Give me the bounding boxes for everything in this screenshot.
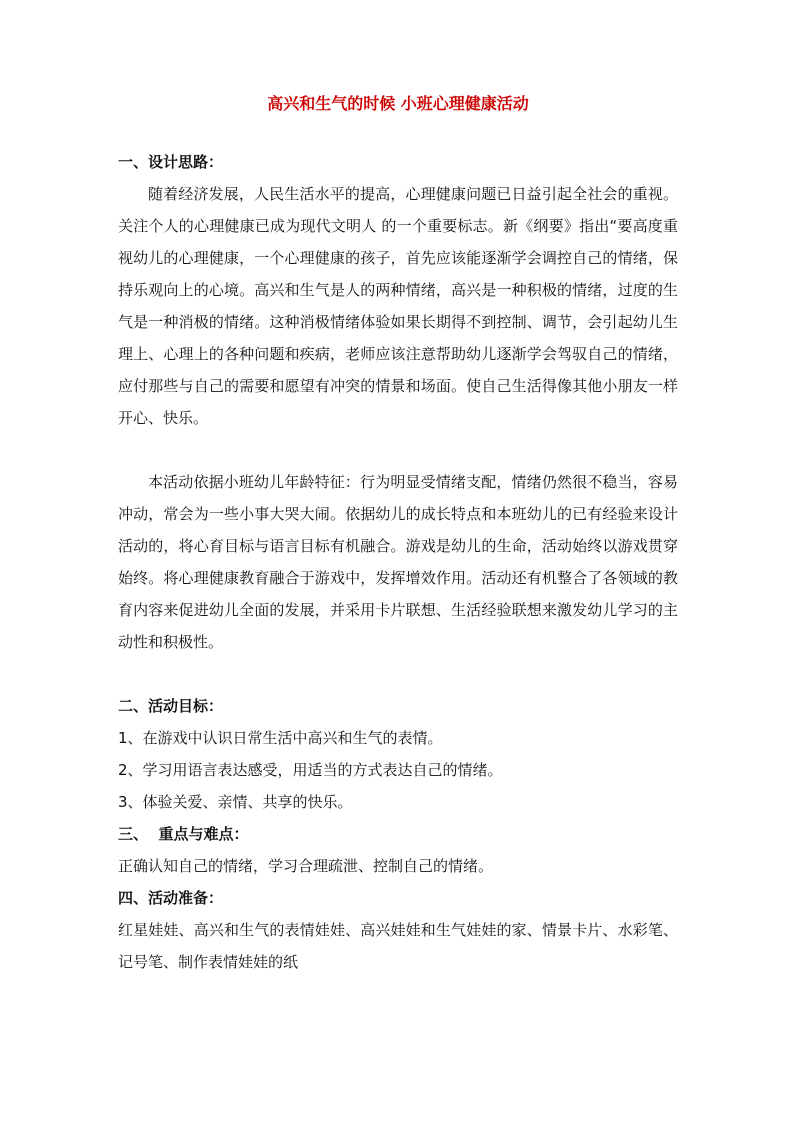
paragraph-spacer: [118, 434, 678, 466]
goal-item: 1、在游戏中认识日常生活中高兴和生气的表情。: [118, 729, 443, 747]
goal-item: 3、体验关爱、亲情、共享的快乐。: [118, 793, 353, 811]
goal-item: 2、学习用语言表达感受，用适当的方式表达自己的情绪。: [118, 761, 503, 779]
design-paragraph-1: 随着经济发展，人民生活水平的提高，心理健康问题已日益引起全社会的重视。关注个人的心理健康已成为现代文明人 的一个重要标志。新《纲要》指出“要高度重视幼儿的心理健康，一个心理健康的孩子，首先应该能逐渐学会调控自己的情绪，保持乐观向上的心境。高兴和生气是人的两种情绪，高兴是一种积极的情绪，过度的生气是一种消极的情绪。这种消极情绪体验如果长期得不到控制、调节，会引起幼儿生理上、心理上的各种问题和疾病，老师应该注意帮助幼儿逐渐学会驾驭自己的情绪，应付那些与自己的需要和愿望有冲突的情景和场面。使自己生活得像其他小朋友一样开心、快乐。: [118, 185, 678, 427]
design-paragraph-2: 本活动依据小班幼儿年龄特征：行为明显受情绪支配，情绪仍然很不稳当，容易冲动，常会为一些小事大哭大闹。依据幼儿的成长特点和本班幼儿的已有经验来设计活动的，将心育目标与语言目标有机融合。游戏是幼儿的生命，活动始终以游戏贯穿始终。将心理健康教育融合于游戏中，发挥增效作用。活动还有机整合了各领域的教育内容来促进幼儿全面的发展，并采用卡片联想、生活经验联想来激发幼儿学习的主动性和积极性。: [118, 473, 678, 651]
section-heading-goals: 二、活动目标：: [118, 697, 224, 715]
paragraph-spacer: [118, 658, 678, 690]
preparation-text: 红星娃娃、高兴和生气的表情娃娃、高兴娃娃和生气娃娃的家、情景卡片、水彩笔、记号笔、制作表情娃娃的纸: [118, 921, 678, 971]
document-body: [118, 92, 678, 978]
document-title: 高兴和生气的时候 小班心理健康活动: [267, 94, 529, 113]
section-heading-design: 一、设计思路：: [118, 153, 224, 171]
section-heading-key-points: 三、 重点与难点：: [118, 825, 249, 843]
goals-list: [118, 722, 678, 818]
key-points-text: 正确认知自己的情绪，学习合理疏泄、控制自己的情绪。: [118, 857, 494, 875]
section-heading-preparation: 四、活动准备：: [118, 889, 224, 907]
